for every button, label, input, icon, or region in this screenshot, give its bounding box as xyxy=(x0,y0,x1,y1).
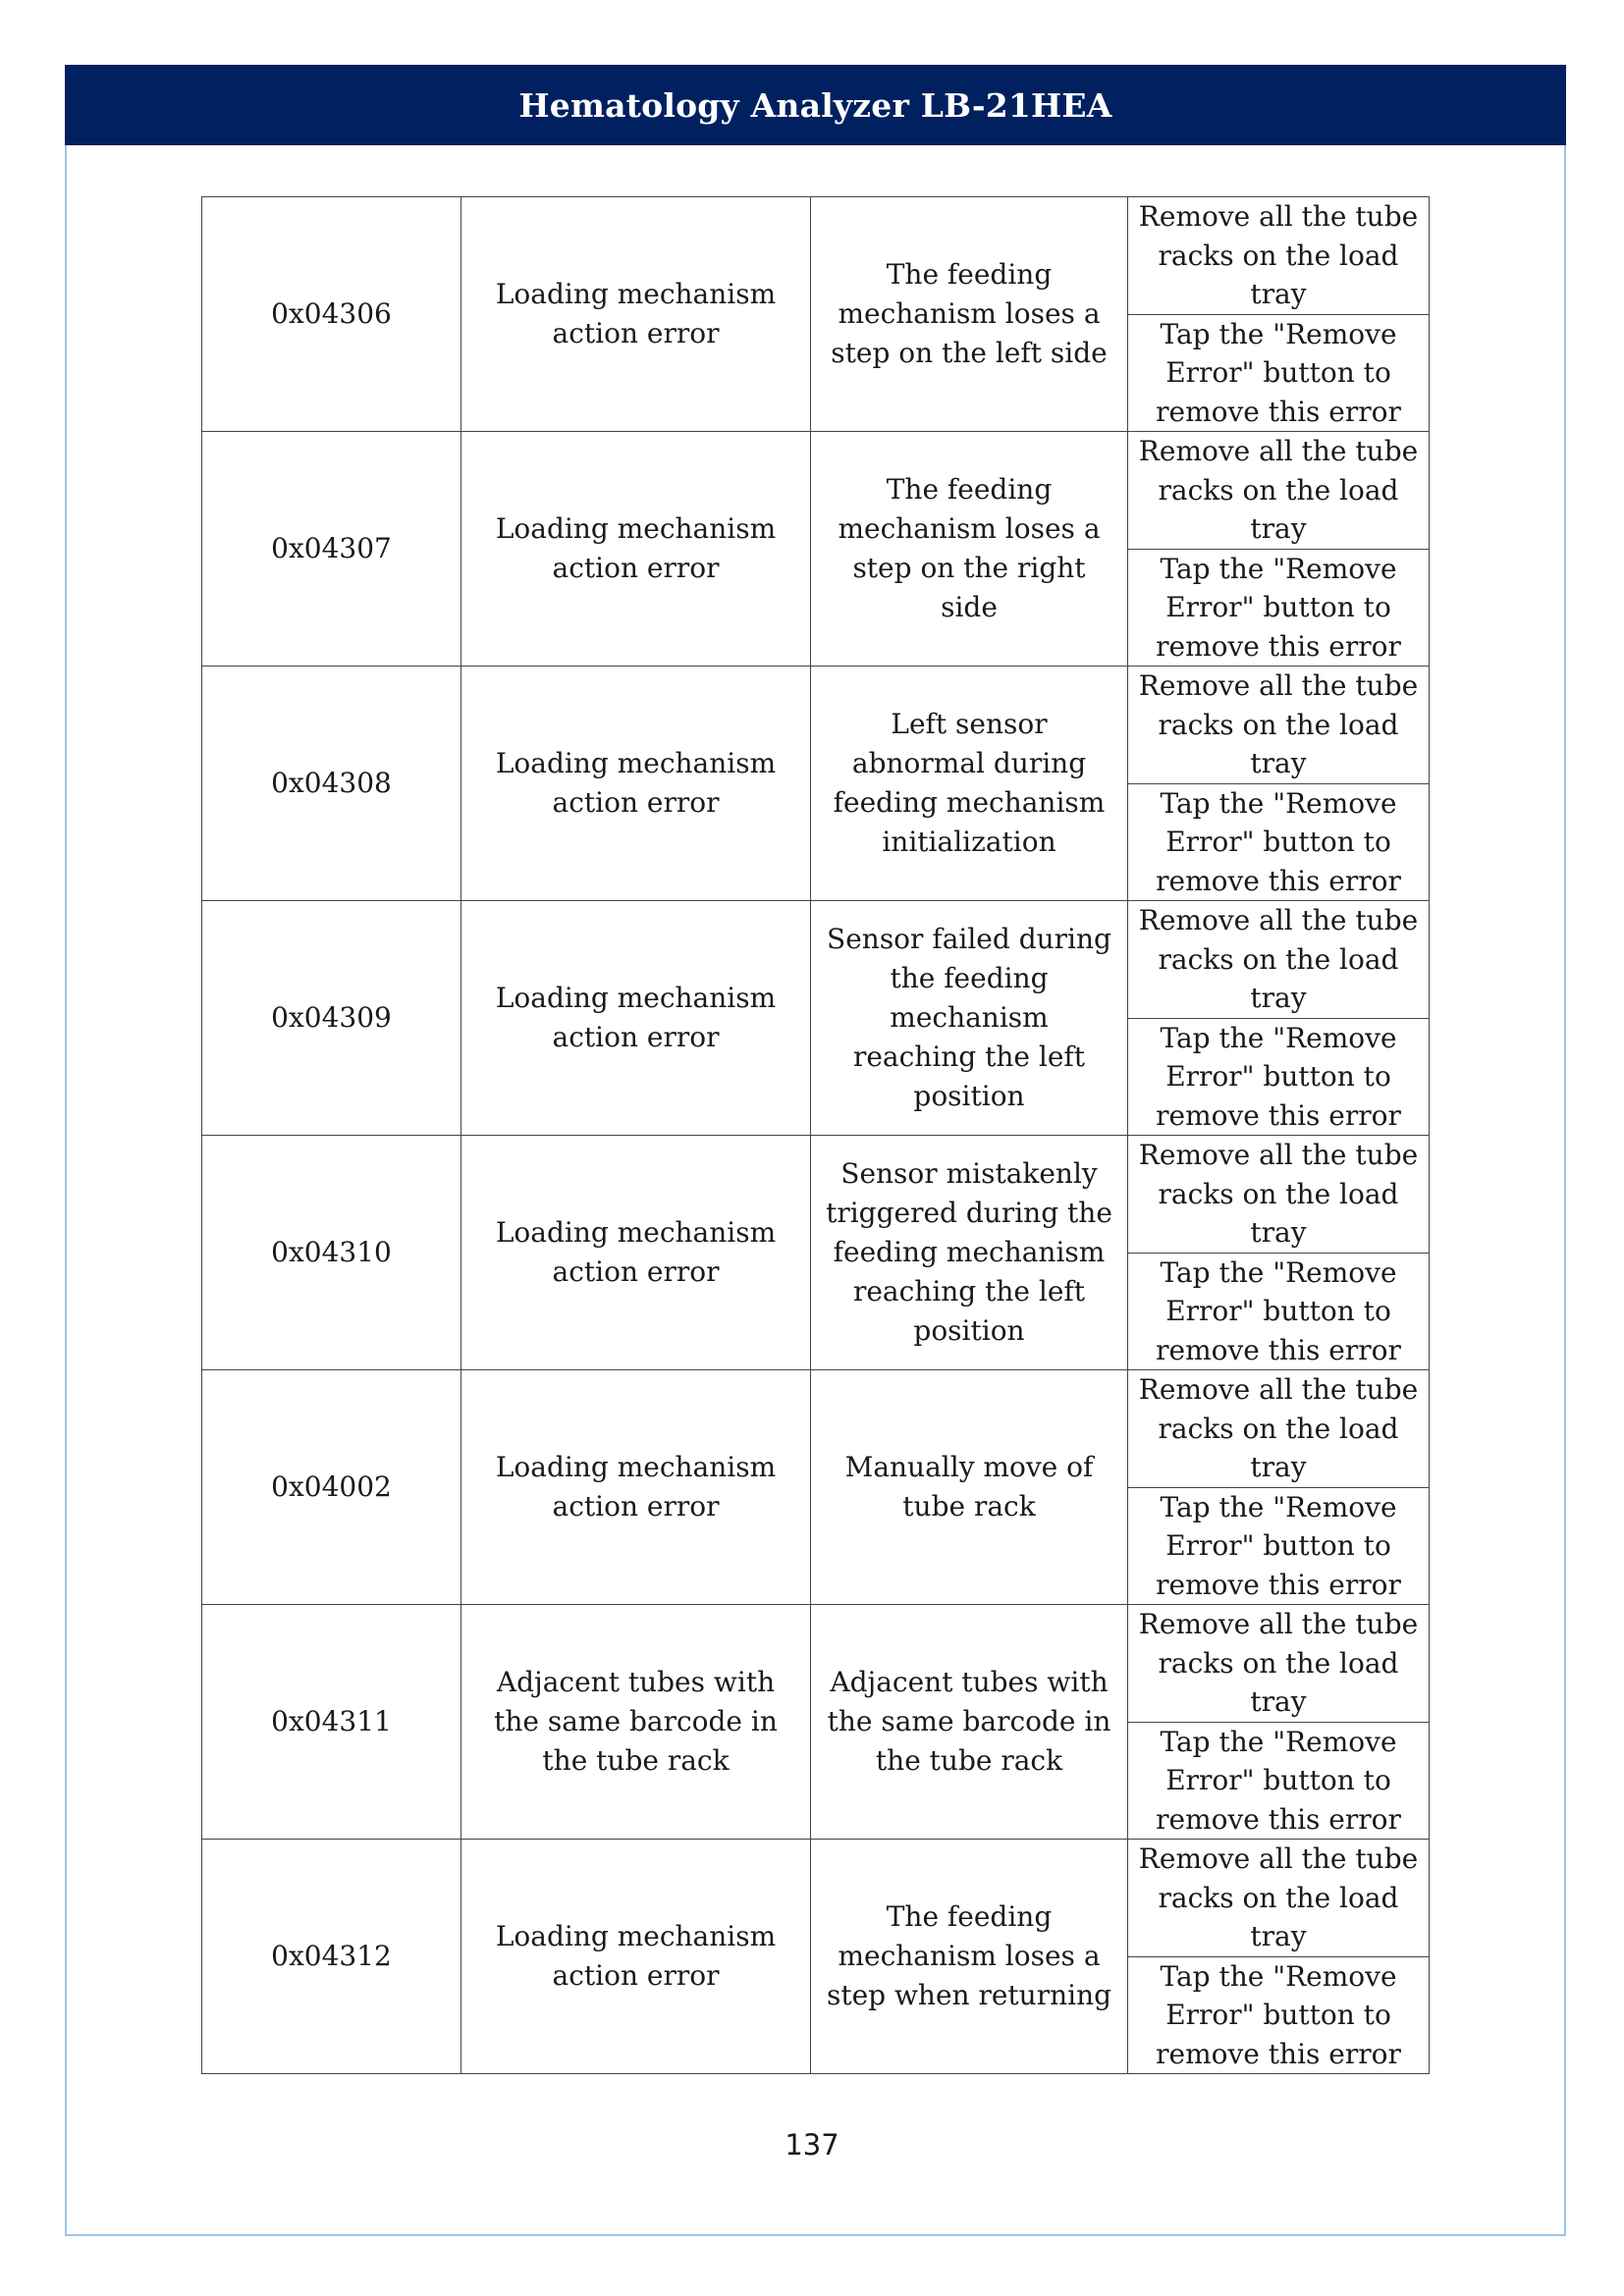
remove-racks-action-cell: Remove all the tube racks on the load tray xyxy=(1128,1136,1430,1254)
table-row xyxy=(202,432,1430,550)
remove-racks-action-cell: Remove all the tube racks on the load tray xyxy=(1128,1840,1430,1957)
error-description-cell: Loading mechanism action error xyxy=(461,432,811,667)
remove-error-action-cell: Tap the "Remove Error" button to remove this error xyxy=(1128,549,1430,667)
error-cause-cell: Manually move of tube rack xyxy=(811,1370,1128,1605)
error-table-body xyxy=(202,197,1430,2074)
error-description-cell: Loading mechanism action error xyxy=(461,901,811,1136)
error-description-cell: Loading mechanism action error xyxy=(461,667,811,901)
error-cause-cell: Left sensor abnormal during feeding mechanism initialization xyxy=(811,667,1128,901)
error-code-cell: 0x04307 xyxy=(202,432,461,667)
error-description-cell: Loading mechanism action error xyxy=(461,197,811,432)
page-number: 137 xyxy=(785,2128,839,2162)
error-code-table xyxy=(201,196,1430,2074)
error-description-cell: Loading mechanism action error xyxy=(461,1840,811,2074)
error-code-cell: 0x04002 xyxy=(202,1370,461,1605)
table-row xyxy=(202,667,1430,784)
error-code-cell: 0x04306 xyxy=(202,197,461,432)
remove-racks-action-cell: Remove all the tube racks on the load tray xyxy=(1128,901,1430,1019)
error-description-cell: Loading mechanism action error xyxy=(461,1370,811,1605)
error-code-cell: 0x04309 xyxy=(202,901,461,1136)
error-cause-cell: Sensor failed during the feeding mechanism reaching the left position xyxy=(811,901,1128,1136)
remove-error-action-cell: Tap the "Remove Error" button to remove this error xyxy=(1128,1018,1430,1136)
remove-racks-action-cell: Remove all the tube racks on the load tray xyxy=(1128,1605,1430,1723)
remove-racks-action-cell: Remove all the tube racks on the load tray xyxy=(1128,432,1430,550)
remove-error-action-cell: Tap the "Remove Error" button to remove this error xyxy=(1128,1956,1430,2074)
remove-error-action-cell: Tap the "Remove Error" button to remove this error xyxy=(1128,783,1430,901)
error-code-cell: 0x04308 xyxy=(202,667,461,901)
remove-error-action-cell: Tap the "Remove Error" button to remove this error xyxy=(1128,1253,1430,1370)
error-code-cell: 0x04311 xyxy=(202,1605,461,1840)
error-description-cell: Adjacent tubes with the same barcode in the tube rack xyxy=(461,1605,811,1840)
table-row xyxy=(202,1605,1430,1723)
remove-error-action-cell: Tap the "Remove Error" button to remove this error xyxy=(1128,1722,1430,1840)
header-bar xyxy=(65,65,1566,145)
error-cause-cell: The feeding mechanism loses a step on the left side xyxy=(811,197,1128,432)
remove-error-action-cell: Tap the "Remove Error" button to remove this error xyxy=(1128,314,1430,432)
error-cause-cell: The feeding mechanism loses a step on the right side xyxy=(811,432,1128,667)
remove-racks-action-cell: Remove all the tube racks on the load tray xyxy=(1128,197,1430,315)
error-cause-cell: Adjacent tubes with the same barcode in the tube rack xyxy=(811,1605,1128,1840)
error-code-cell: 0x04310 xyxy=(202,1136,461,1370)
document-title: Hematology Analyzer LB-21HEA xyxy=(518,85,1112,125)
error-cause-cell: Sensor mistakenly triggered during the feeding mechanism reaching the left position xyxy=(811,1136,1128,1370)
table-row xyxy=(202,1136,1430,1254)
table-row xyxy=(202,1370,1430,1488)
error-description-cell: Loading mechanism action error xyxy=(461,1136,811,1370)
remove-racks-action-cell: Remove all the tube racks on the load tray xyxy=(1128,1370,1430,1488)
remove-racks-action-cell: Remove all the tube racks on the load tray xyxy=(1128,667,1430,784)
table-row xyxy=(202,1840,1430,1957)
error-code-cell: 0x04312 xyxy=(202,1840,461,2074)
table-row xyxy=(202,901,1430,1019)
remove-error-action-cell: Tap the "Remove Error" button to remove this error xyxy=(1128,1487,1430,1605)
table-row xyxy=(202,197,1430,315)
error-cause-cell: The feeding mechanism loses a step when returning xyxy=(811,1840,1128,2074)
